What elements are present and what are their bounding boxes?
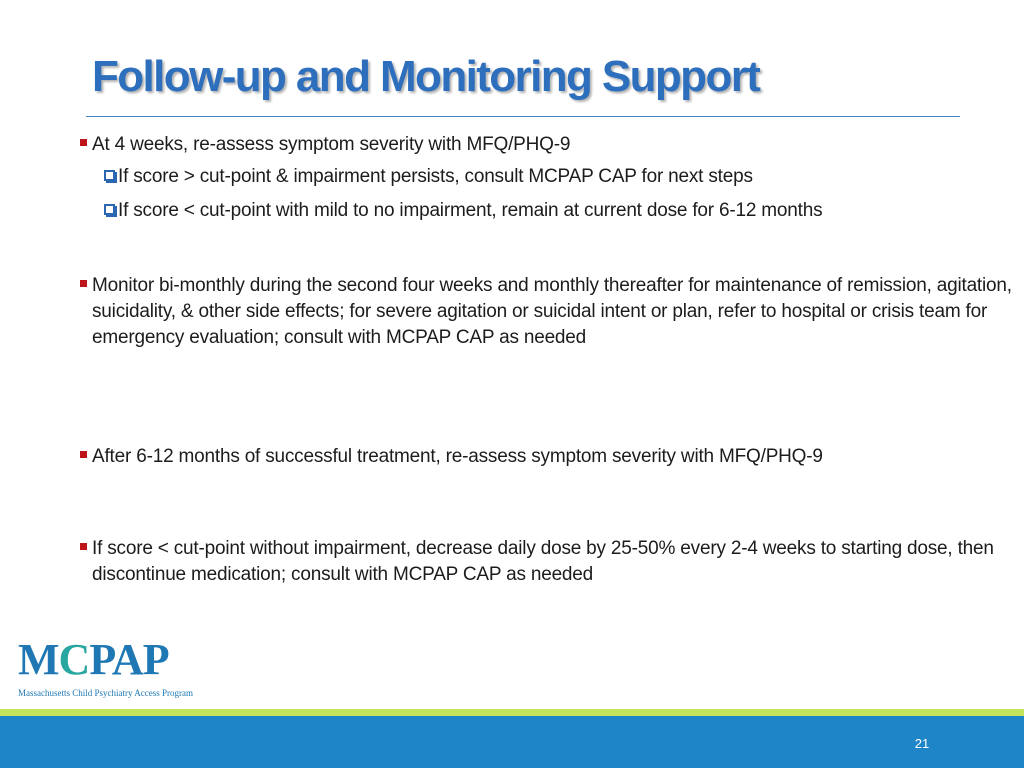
- mcpap-logo: [18, 635, 198, 701]
- square-bullet-icon: [80, 280, 87, 287]
- logo-tagline: Massachusetts Child Psychiatry Access Program: [18, 688, 193, 698]
- square-bullet-icon: [80, 451, 87, 458]
- bullet-text-1: At 4 weeks, re-assess symptom severity with MFQ/PHQ-9: [92, 134, 571, 155]
- sub-bullet-item-1: [104, 164, 1024, 190]
- bullet-item-4: [80, 536, 1022, 588]
- checkbox-bullet-icon: [104, 204, 115, 215]
- square-bullet-icon: [80, 543, 87, 550]
- logo-letters-pap: PAP: [89, 635, 169, 684]
- sub-bullet-text-2: If score < cut-point with mild to no impairment, remain at current dose for 6-12 months: [118, 200, 823, 221]
- bullet-item-3: [80, 444, 1022, 470]
- bullet-text-4: If score < cut-point without impairment, decrease daily dose by 25-50% every 2-4 weeks to starting dose, then discontinue medication; consult with MCPAP CAP as needed: [92, 538, 994, 585]
- page-number: 21: [914, 736, 930, 751]
- bullet-item-2: [80, 273, 1022, 351]
- footer-band: [0, 716, 1024, 768]
- bullet-item-1: [80, 132, 1022, 158]
- title-divider: [86, 116, 960, 117]
- bullet-text-3: After 6-12 months of successful treatment, re-assess symptom severity with MFQ/PHQ-9: [92, 446, 823, 467]
- logo-letter-c: C: [58, 635, 90, 684]
- sub-bullet-text-1: If score > cut-point & impairment persists, consult MCPAP CAP for next steps: [118, 166, 753, 187]
- slide-title: Follow-up and Monitoring Support: [92, 52, 760, 101]
- footer-accent-band: [0, 709, 1024, 716]
- logo-wordmark: [18, 637, 169, 683]
- bullet-text-2: Monitor bi-monthly during the second four weeks and monthly thereafter for maintenance of remission, agitation, suicidality, & other side effects; for severe agitation or suicidal intent or plan, refer to hospital or crisis team for emergency evaluation; consult with MCPAP CAP as needed: [92, 275, 1012, 348]
- sub-bullet-item-2: [104, 198, 1024, 224]
- logo-letter-m: M: [18, 635, 59, 684]
- checkbox-bullet-icon: [104, 170, 115, 181]
- square-bullet-icon: [80, 139, 87, 146]
